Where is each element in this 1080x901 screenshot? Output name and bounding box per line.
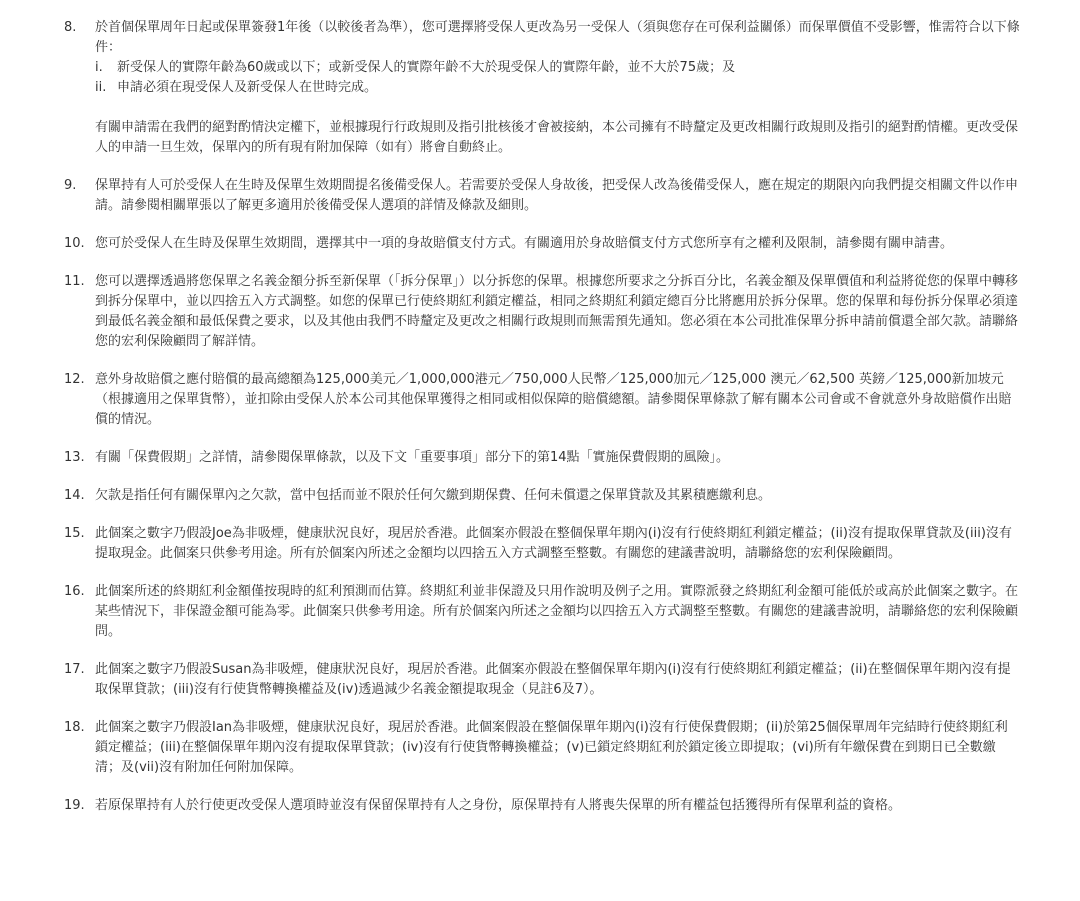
note-9	[64, 176, 1020, 216]
note-number: 9.	[64, 178, 77, 193]
note-8-conditions	[95, 58, 1020, 98]
note-number: 17.	[64, 662, 85, 677]
note-14	[64, 486, 1020, 506]
notes-list	[64, 18, 1020, 816]
note-16	[64, 582, 1020, 642]
condition-text: 新受保人的實際年齡為60歲或以下；或新受保人的實際年齡不大於現受保人的實際年齡，並不大於75歲；及	[117, 60, 736, 75]
note-text: 欠款是指任何有關保單內之欠款，當中包括而並不限於任何欠繳到期保費、任何未償還之保單貸款及其累積應繳利息。	[95, 488, 772, 503]
note-12	[64, 370, 1020, 430]
note-8	[64, 18, 1020, 158]
condition-mark: i.	[95, 60, 103, 75]
note-number: 18.	[64, 720, 85, 735]
note-number: 11.	[64, 274, 85, 289]
note-text: 此個案之數字乃假設Ian為非吸煙，健康狀況良好，現居於香港。此個案假設在整個保單年期內(i)沒有行使保費假期；(ii)於第25個保單周年完結時行使終期紅利鎖定權益；(iii)在整個保單年期內沒有提取保單貸款；(iv)沒有行使貨幣轉換權益；(v)已鎖定終期紅利於鎖定後立即提取；(vi)所有年繳保費在到期日已全數繳清；及(vii)沒有附加任何附加保障。	[95, 720, 1008, 775]
note-15	[64, 524, 1020, 564]
note-text: 您可以選擇透過將您保單之名義金額分拆至新保單（「拆分保單」）以分拆您的保單。根據您所要求之分拆百分比，名義金額及保單價值和利益將從您的保單中轉移到拆分保單中，並以四捨五入方式調整。如您的保單已行使終期紅利鎖定權益，相同之終期紅利鎖定總百分比將應用於拆分保單。您的保單和每份拆分保單必須達到最低名義金額和最低保費之要求，以及其他由我們不時釐定及更改之相關行政規則而無需預先通知。您必須在本公司批准保單分拆申請前償還全部欠款。請聯絡您的宏利保險顧問了解詳情。	[95, 274, 1019, 349]
note-text: 有關「保費假期」之詳情，請參閱保單條款，以及下文「重要事項」部分下的第14點「實施保費假期的風險」。	[95, 450, 730, 465]
note-number: 13.	[64, 450, 85, 465]
note-19	[64, 796, 1020, 816]
note-text: 意外身故賠償之應付賠償的最高總額為125,000美元／1,000,000港元／750,000人民幣／125,000加元／125,000 澳元／62,500 英鎊／125,000新加坡元（根據適用之保單貨幣），並扣除由受保人於本公司其他保單獲得之相同或相似保障的賠償總額。請參閱保單條款了解有關本公司會或不會就意外身故賠償作出賠償的情況。	[95, 372, 1012, 427]
note-8-paragraph: 有關申請需在我們的絕對酌情決定權下，並根據現行行政規則及指引批核後才會被接納，本公司擁有不時釐定及更改相關行政規則及指引的絕對酌情權。更改受保人的申請一旦生效，保單內的所有現有附加保障（如有）將會自動終止。	[95, 120, 1019, 155]
note-number: 15.	[64, 526, 85, 541]
note-text: 若原保單持有人於行使更改受保人選項時並沒有保留保單持有人之身份，原保單持有人將喪失保單的所有權益包括獲得所有保單利益的資格。	[95, 798, 902, 813]
note-text: 於首個保單周年日起或保單簽發1年後（以較後者為準），您可選擇將受保人更改為另一受保人（須與您存在可保利益關係）而保單價值不受影響，惟需符合以下條件：	[95, 20, 1020, 55]
note-number: 12.	[64, 372, 85, 387]
note-10	[64, 234, 1020, 254]
condition-item	[95, 58, 1020, 78]
note-text: 保單持有人可於受保人在生時及保單生效期間提名後備受保人。若需要於受保人身故後，把受保人改為後備受保人，應在規定的期限內向我們提交相關文件以作申請。請參閱相關單張以了解更多適用於後備受保人選項的詳情及條款及細則。	[95, 178, 1019, 213]
note-number: 10.	[64, 236, 85, 251]
note-number: 19.	[64, 798, 85, 813]
note-text: 此個案所述的終期紅利金額僅按現時的紅利預測而估算。終期紅利並非保證及只用作說明及例子之用。實際派發之終期紅利金額可能低於或高於此個案之數字。在某些情況下，非保證金額可能為零。此個案只供參考用途。所有於個案內所述之金額均以四捨五入方式調整至整數。有關您的建議書說明，請聯絡您的宏利保險顧問。	[95, 584, 1019, 639]
note-13	[64, 448, 1020, 468]
condition-mark: ii.	[95, 80, 107, 95]
condition-text: 申請必須在現受保人及新受保人在世時完成。	[117, 80, 378, 95]
note-17	[64, 660, 1020, 700]
condition-item	[95, 78, 1020, 98]
note-11	[64, 272, 1020, 352]
note-number: 16.	[64, 584, 85, 599]
note-text: 您可於受保人在生時及保單生效期間，選擇其中一項的身故賠償支付方式。有關適用於身故賠償支付方式您所享有之權利及限制，請參閱有關申請書。	[95, 236, 954, 251]
note-18	[64, 718, 1020, 778]
note-text: 此個案之數字乃假設Joe為非吸煙，健康狀況良好，現居於香港。此個案亦假設在整個保單年期內(i)沒有行使終期紅利鎖定權益；(ii)沒有提取保單貸款及(iii)沒有提取現金。此個案只供參考用途。所有於個案內所述之金額均以四捨五入方式調整至整數。有關您的建議書說明，請聯絡您的宏利保險顧問。	[95, 526, 1012, 561]
note-text: 此個案之數字乃假設Susan為非吸煙，健康狀況良好，現居於香港。此個案亦假設在整個保單年期內(i)沒有行使終期紅利鎖定權益；(ii)在整個保單年期內沒有提取保單貸款；(iii)沒有行使貨幣轉換權益及(iv)透過減少名義金額提取現金（見註6及7）。	[95, 662, 1011, 697]
note-number: 14.	[64, 488, 85, 503]
note-number: 8.	[64, 20, 77, 35]
